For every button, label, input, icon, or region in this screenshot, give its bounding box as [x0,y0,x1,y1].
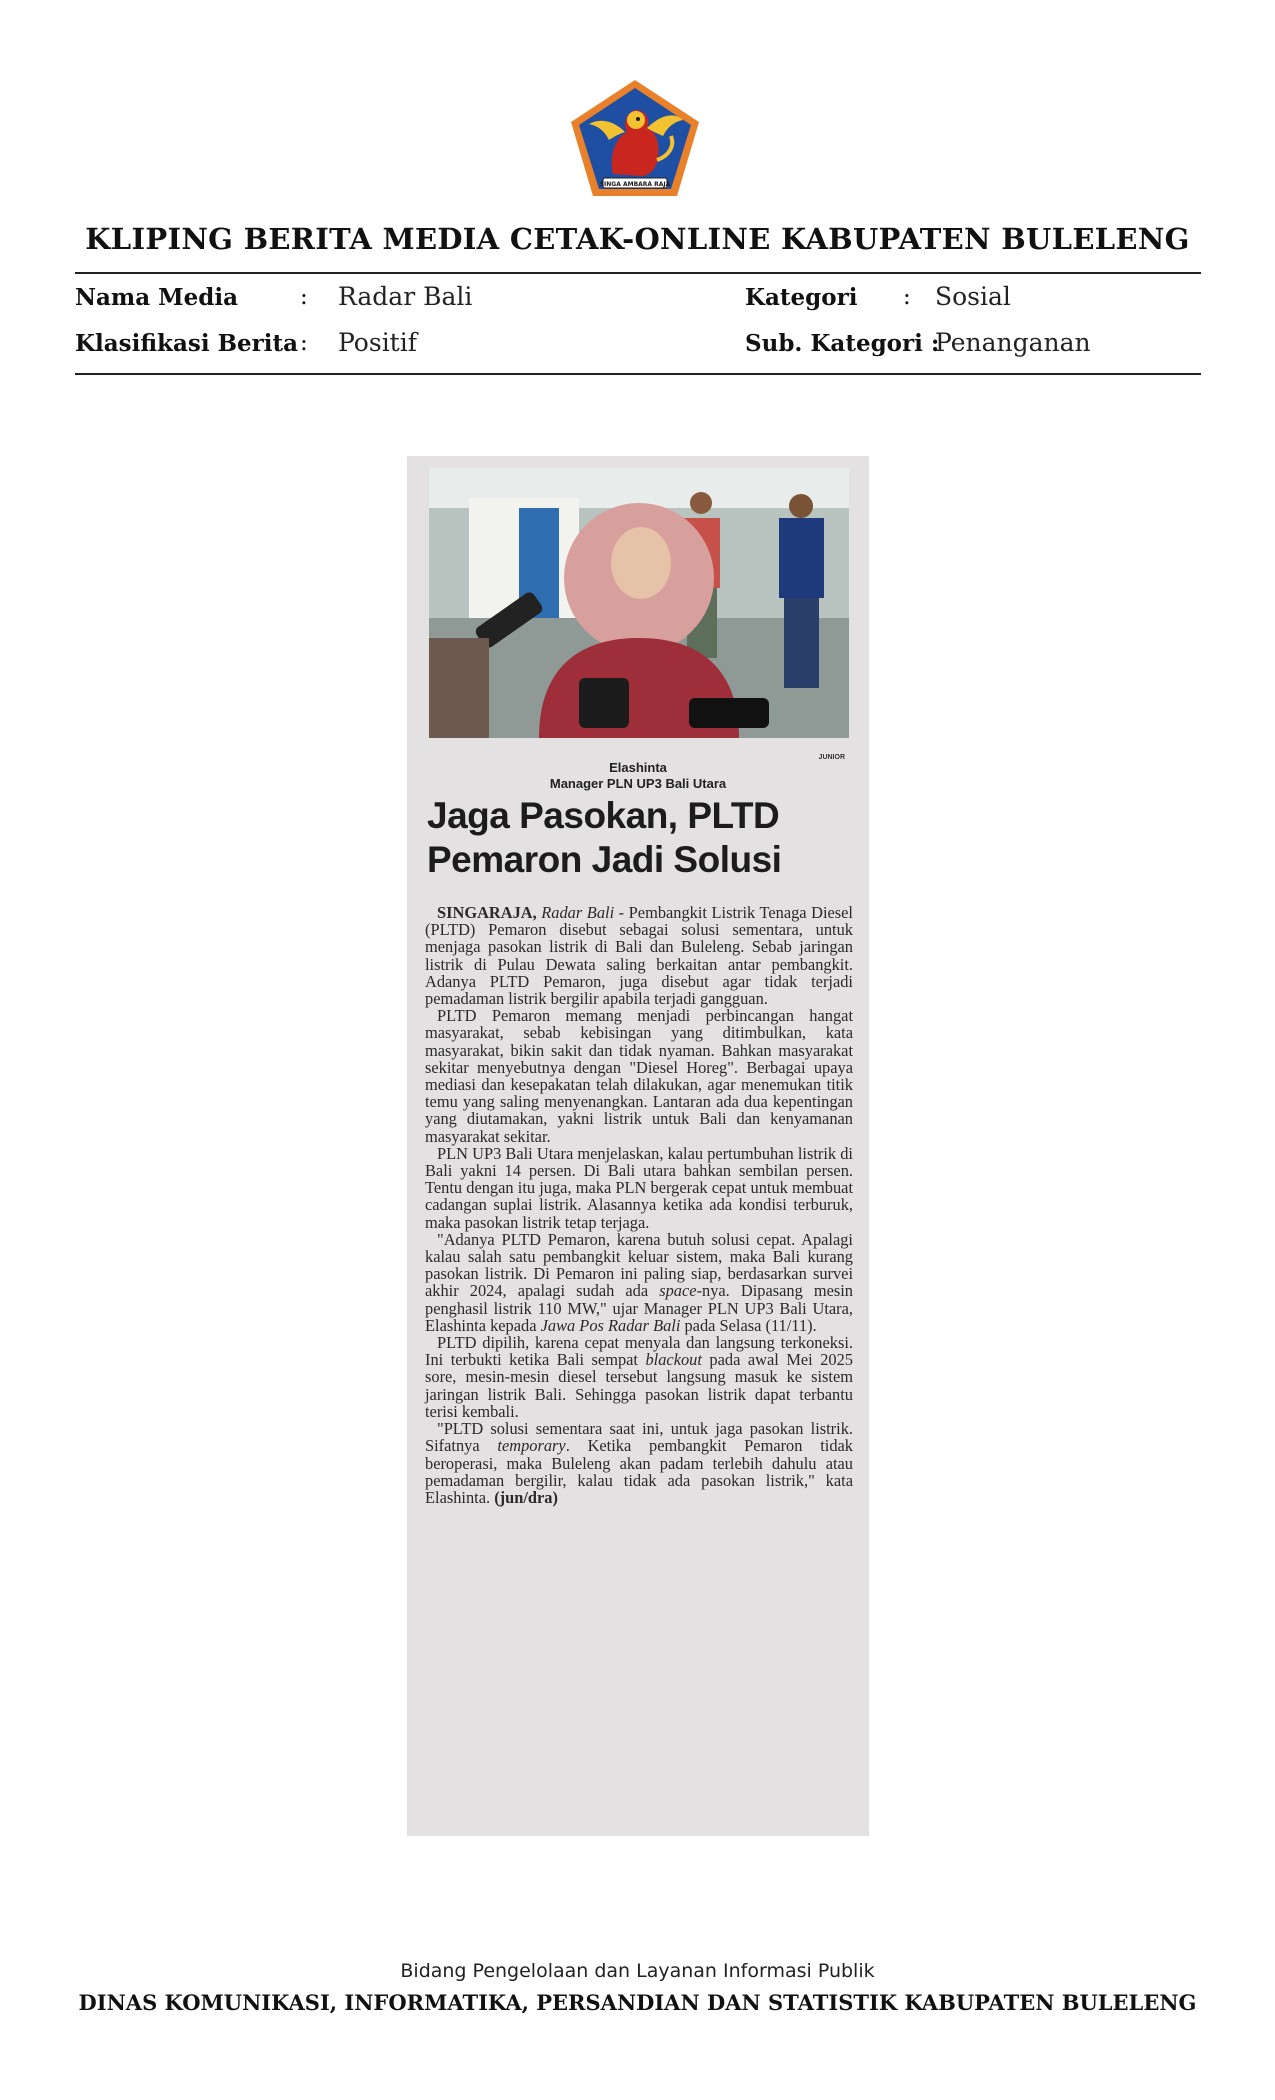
meta-divider [75,373,1201,375]
article-source: Radar Bali [541,903,615,922]
klasifikasi-label: Klasifikasi Berita [75,330,299,357]
article-headline [427,794,857,882]
article-paragraph: PLTD Pemaron memang menjadi perbincangan hangat masyarakat, sebab kebisingan yang ditimbulkan, kata masyarakat, bikin sakit dan tidak nyaman. Bahkan masyarakat sekitar menyebutnya dengan "Diesel Horeg". Berbagai upaya mediasi dan kesepakatan telah dilakukan, agar menemukan titik temu yang saling menyenangkan. Lantaran ada dua kepentingan yang diutamakan, yakni listrik untuk Bali dan kenyamanan masyarakat sekitar. [425,1006,853,1146]
media-label: Nama Media [75,284,238,311]
footer-department: Bidang Pengelolaan dan Layanan Informasi Publik [400,1960,875,1982]
article-text: pada awal Mei 2025 sore, mesin-mesin diesel tersebut langsung masuk ke sistem jaringan listrik Bali. Sehingga pasokan listrik dapat terbantu terisi kembali. [425,1350,853,1421]
klasifikasi-value: Positif [338,328,417,357]
kategori-colon: : [903,284,911,310]
kategori-value: Sosial [935,282,1011,311]
top-divider [75,272,1201,274]
photo-credit: JUNIOR [818,754,845,761]
photo-caption-role: Manager PLN UP3 Bali Utara [549,776,727,791]
footer-agency: DINAS KOMUNIKASI, INFORMATIKA, PERSANDIAN DAN STATISTIK KABUPATEN BULELENG [78,1990,1197,2015]
article-italic-term: space [659,1281,697,1301]
article-paragraph: PLN UP3 Bali Utara menjelaskan, kalau pertumbuhan listrik di Bali yakni 14 persen. Di Bali utara bahkan sembilan persen. Tentu dengan itu juga, maka PLN bergerak cepat untuk membuat cadangan suplai listrik. Alasannya ketika ada kondisi terburuk, maka pasokan listrik tetap terjaga. [425,1143,853,1232]
article-paragraph-1-text: - Pembangkit Listrik Tenaga Diesel (PLTD) Pemaron disebut sebagai solusi sementara, untuk menjaga pasokan listrik di Bali dan Buleleng. Sebab jaringan listrik di Pulau Dewata saling berkaitan antar pembangkit. Adanya PLTD Pemaron, juga disebut agar tidak terjadi pemadaman listrik bergilir apabila terjadi gangguan. [425,903,853,1009]
photo-caption-name: Elashinta [609,760,667,775]
article-dateline: SINGARAJA, [437,903,537,922]
article-text: "PLTD solusi sementara saat ini, untuk jaga pasokan listrik. Sifatnya [425,1419,853,1456]
media-colon: : [300,284,308,310]
article-text: . Ketika pembangkit Pemaron tidak beroperasi, maka Buleleng akan padam terlebih dahulu atau pemadaman bergilir, kalau tidak ada pasokan listrik," kata Elashinta. [425,1436,853,1507]
media-value: Radar Bali [338,282,473,311]
newspaper-clipping [407,456,869,1836]
kategori-label: Kategori [745,284,858,311]
page-title: KLIPING BERITA MEDIA CETAK-ONLINE KABUPATEN BULELENG [85,222,1190,256]
article-paragraph [425,904,853,1007]
article-paragraph [425,1334,853,1420]
headline-line-2: Pemaron Jadi Solusi [427,839,782,880]
article-text: pada Selasa (11/11). [680,1315,817,1335]
sub-kategori-value: Penanganan [935,328,1091,357]
article-text: "Adanya PLTD Pemaron, karena butuh solusi cepat. Apalagi kalau salah satu pembangkit keluar sistem, maka Bali kurang pasokan listrik. Di Pemaron ini paling siap, berdasarkan survei akhir 2024, apalagi sudah ada [425,1229,853,1301]
article-italic-term: blackout [645,1350,702,1370]
interview-photo-icon [429,468,849,738]
article-body [425,904,853,1506]
article-italic-term: Jawa Pos Radar Bali [540,1315,681,1335]
article-byline: (jun/dra) [494,1487,558,1507]
article-text: -nya. Dipasang mesin penghasil listrik 110 MW," ujar Manager PLN UP3 Bali Utara, Elashinta kepada [425,1281,853,1335]
sub-kategori-label: Sub. Kategori : [745,330,940,357]
article-paragraph [425,1420,853,1506]
headline-line-1: Jaga Pasokan, PLTD [427,795,780,836]
article-paragraph [425,1231,853,1334]
article-photo [429,468,849,738]
emblem-motto: SINGA AMBARA RAJA [599,181,671,188]
buleleng-emblem [565,76,705,200]
singa-ambara-raja-emblem-icon [565,76,705,200]
article-italic-term: temporary [497,1436,566,1456]
klasifikasi-colon: : [300,330,308,356]
article-text: PLTD dipilih, karena cepat menyala dan langsung terkoneksi. Ini terbukti ketika Bali sempat [425,1333,853,1370]
